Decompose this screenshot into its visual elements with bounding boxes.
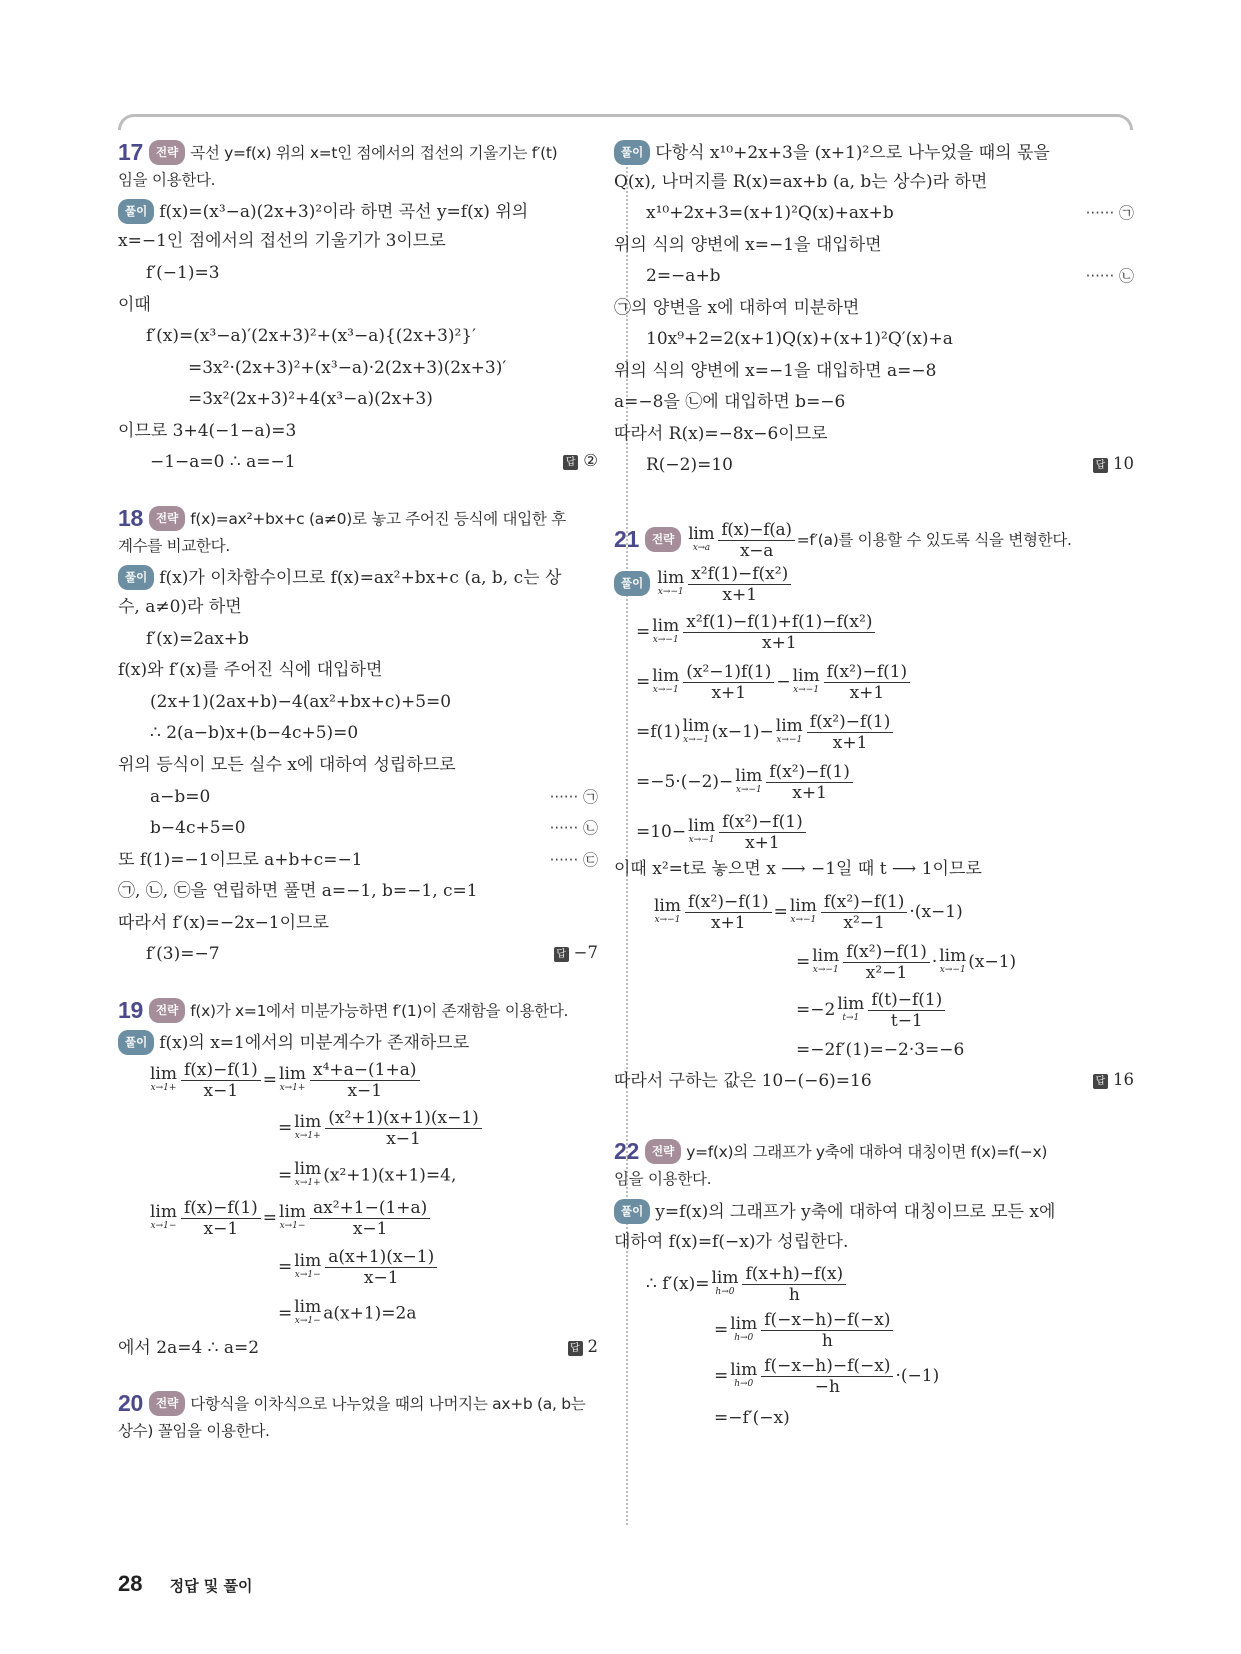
q19-conclusion: 에서 2a=4 ∴ a=2: [118, 1338, 260, 1358]
page-number: 28: [118, 1571, 143, 1596]
q20-strategy-line-1: 20 전략 다항식을 이차식으로 나누었을 때의 나머지는 ax+b (a, b는: [118, 1390, 586, 1416]
strategy-badge: 전략: [645, 1139, 681, 1164]
q20-line: a=−8을 ㉡에 대입하면 b=−6: [614, 392, 846, 412]
q17-strategy-line-1: 17 전략 곡선 y=f(x) 위의 x=t인 점에서의 접선의 기울기는 f′(t): [118, 139, 558, 165]
q20-answer: 답 10: [1093, 454, 1134, 473]
strategy-badge: 전략: [149, 1391, 185, 1416]
q21-step-2: = lim x→−1 $\frac{\text{(x²−1)f(1)}}{x+1}$ − lim x→−1 $\frac{\text{f(x²)−f(1)}}{x+1}$: [636, 662, 912, 703]
strategy-badge: 전략: [149, 140, 185, 165]
q22-deriv-1: = lim h→0 $\frac{f(-x-h)-f(-x)}{h}$: [714, 1310, 895, 1351]
q18-line: f′(x)=2ax+b: [146, 629, 249, 649]
q18-line: (2x+1)(2ax+b)−4(ax²+bx+c)+5=0: [150, 692, 452, 712]
q21-sub-step-3: =−2f′(1)=−2·3=−6: [796, 1040, 965, 1060]
answer-icon: 답: [568, 1341, 583, 1356]
q22-strategy-line-1: 22 전략 y=f(x)의 그래프가 y축에 대하여 대칭이면 f(x)=f(−x): [614, 1138, 1048, 1164]
q17-line: =3x²·(2x+3)²+(x³−a)·2(2x+3)(2x+3)′: [188, 358, 507, 378]
solution-badge: 풀이: [118, 565, 154, 590]
question-number: 20: [118, 1390, 143, 1416]
q20-line: 위의 식의 양변에 x=−1을 대입하면 a=−8: [614, 361, 937, 381]
q17-line: f′(−1)=3: [146, 263, 220, 283]
q21-sub-step-1: = lim x→−1 $\frac{\text{f(x²)−f(1)}}{\text{x²−1}}$ · lim x→−1 (x−1): [796, 942, 1017, 983]
q20-line: 따라서 R(x)=−8x−6이므로: [614, 424, 828, 444]
question-number: 22: [614, 1138, 639, 1164]
q18-line: 수, a≠0)라 하면: [118, 597, 242, 617]
column-divider: [626, 150, 628, 1525]
q17-line: f′(x)=(x³−a)′(2x+3)²+(x³−a){(2x+3)²}′: [146, 326, 477, 346]
q18-answer: 답 −7: [554, 943, 598, 962]
q20-line: Q(x), 나머지를 R(x)=ax+b (a, b는 상수)라 하면: [614, 172, 988, 192]
q19-right-limit-1: lim x→1+ $\frac{f(x)-f(1)}{x-1}$ = lim x→1+ $\frac{\text{x⁴+a−(1+a)}}{x-1}$: [148, 1060, 422, 1101]
q17-solution-line: 풀이 f(x)=(x³−a)(2x+3)²이라 하면 곡선 y=f(x) 위의: [118, 199, 528, 224]
q20-line: 위의 식의 양변에 x=−1을 대입하면: [614, 235, 882, 255]
q18-strategy-line-1: 18 전략 f(x)=ax²+bx+c (a≠0)로 놓고 주어진 등식에 대입한 후: [118, 505, 566, 531]
q20-strategy-line-2: 상수) 꼴임을 이용한다.: [118, 1422, 270, 1440]
strategy-badge: 전략: [149, 998, 185, 1023]
q18-line: ㉠, ㉡, ㉢을 연립하면 풀면 a=−1, b=−1, c=1: [118, 881, 478, 901]
q17-line: 이므로 3+4(−1−a)=3: [118, 421, 297, 441]
solution-badge: 풀이: [614, 140, 650, 165]
solution-badge: 풀이: [614, 571, 650, 596]
q21-conclusion: 따라서 구하는 값은 10−(−6)=16: [614, 1071, 872, 1091]
q18-line: f(x)와 f′(x)를 주어진 식에 대입하면: [118, 660, 383, 680]
q17-line: =3x²(2x+3)²+4(x³−a)(2x+3): [188, 389, 433, 409]
q21-step-4: =−5·(−2)− lim x→−1 $\frac{\text{f(x²)−f(1)}}{x+1}$: [636, 762, 855, 803]
q22-final: =−f′(−x): [714, 1408, 790, 1428]
strategy-badge: 전략: [149, 506, 185, 531]
q18-line: b−4c+5=0: [150, 818, 246, 838]
equation-tag: ······ ㉠: [549, 788, 598, 806]
q22-deriv-2: = lim h→0 $\frac{f(-x-h)-f(-x)}{-h}$ ·(−1): [714, 1356, 940, 1397]
q22-line: 대하여 f(x)=f(−x)가 성립한다.: [614, 1232, 849, 1252]
q21-strategy-line: 21 전략 lim x→a $\frac{f(x)-f(a)}{x-a}$ =f′(a)를 이용할 수 있도록 식을 변형한다.: [614, 520, 1072, 561]
q22-deriv-0: ∴ f′(x)= lim h→0 $\frac{f(x+h)-f(x)}{h}$: [646, 1264, 848, 1305]
solution-badge: 풀이: [118, 1030, 154, 1055]
equation-tag: ······ ㉡: [549, 819, 598, 837]
question-number: 21: [614, 526, 639, 552]
q21-answer: 답 16: [1093, 1070, 1134, 1089]
q20-line: x¹⁰+2x+3=(x+1)²Q(x)+ax+b: [646, 203, 894, 223]
answer-icon: 답: [554, 947, 569, 962]
q18-line: f′(3)=−7: [146, 944, 220, 964]
q20-solution-line: 풀이 다항식 x¹⁰+2x+3을 (x+1)²으로 나누었을 때의 몫을: [614, 140, 1050, 165]
q17-answer: 답 ②: [563, 451, 598, 470]
q18-line: 위의 등식이 모든 실수 x에 대하여 성립하므로: [118, 755, 456, 775]
q20-line: R(−2)=10: [646, 455, 734, 475]
q19-left-limit-3: = lim x→1− a(x+1)=2a: [278, 1297, 417, 1326]
equation-tag: ······ ㉠: [1085, 204, 1134, 222]
q21-substitution: 이때 x²=t로 놓으면 x ⟶ −1일 때 t ⟶ 1이므로: [614, 859, 982, 879]
q18-strategy-line-2: 계수를 비교한다.: [118, 537, 230, 555]
page-footer: [118, 1571, 252, 1597]
q17-line: 이때: [118, 295, 151, 315]
page-section-title: 정답 및 풀이: [169, 1577, 253, 1595]
q19-left-limit-2: = lim x→1− $\frac{a(x+1)(x-1)}{x-1}$: [278, 1247, 439, 1288]
q18-line: 또 f(1)=−1이므로 a+b+c=−1: [118, 850, 363, 870]
q18-solution-line: 풀이 f(x)가 이차함수이므로 f(x)=ax²+bx+c (a, b, c는 상: [118, 565, 561, 590]
q17-line: −1−a=0 ∴ a=−1: [150, 452, 296, 472]
q19-right-limit-3: = lim x→1+ (x²+1)(x+1)=4,: [278, 1159, 457, 1188]
question-number: 17: [118, 139, 143, 165]
q22-strategy-line-2: 임을 이용한다.: [614, 1170, 712, 1188]
q17-line: x=−1인 점에서의 접선의 기울기가 3이므로: [118, 231, 446, 251]
answer-icon: 답: [563, 455, 578, 470]
q19-solution-line: 풀이 f(x)의 x=1에서의 미분계수가 존재하므로: [118, 1030, 469, 1055]
q19-right-limit-2: = lim x→1+ $\frac{\text{(x²+1)(x+1)(x−1)}}{x-1}$: [278, 1108, 484, 1149]
equation-tag: ······ ㉡: [1085, 267, 1134, 285]
page-header-frame: [118, 114, 1133, 130]
q20-line: 10x⁹+2=2(x+1)Q(x)+(x+1)²Q′(x)+a: [646, 329, 953, 349]
q18-line: a−b=0: [150, 787, 211, 807]
strategy-badge: 전략: [645, 527, 681, 552]
question-number: 18: [118, 505, 143, 531]
q22-solution-line: 풀이 y=f(x)의 그래프가 y축에 대하여 대칭이므로 모든 x에: [614, 1199, 1055, 1224]
q19-left-limit-1: lim x→1− $\frac{f(x)-f(1)}{x-1}$ = lim x→1− $\frac{\text{ax²+1−(1+a)}}{x-1}$: [148, 1198, 432, 1239]
solution-badge: 풀이: [118, 199, 154, 224]
answer-icon: 답: [1093, 1074, 1108, 1089]
q19-strategy-line: 19 전략 f(x)가 x=1에서 미분가능하면 f′(1)이 존재함을 이용한다.: [118, 997, 569, 1023]
solution-badge: 풀이: [614, 1199, 650, 1224]
question-number: 19: [118, 997, 143, 1023]
q17-strategy-line-2: 임을 이용한다.: [118, 171, 216, 189]
q21-step-3: =f(1) lim x→−1 (x−1)− lim x→−1 $\frac{\text{f(x²)−f(1)}}{x+1}$: [636, 712, 895, 753]
q21-step-1: = lim x→−1 $\frac{\text{x²f(1)−f(1)+f(1)−f(x²)}}{x+1}$: [636, 612, 877, 653]
q21-step-5: =10− lim x→−1 $\frac{\text{f(x²)−f(1)}}{x+1}$: [636, 812, 808, 853]
answer-icon: 답: [1093, 458, 1108, 473]
q18-line: ∴ 2(a−b)x+(b−4c+5)=0: [150, 723, 359, 743]
q20-line: 2=−a+b: [646, 266, 721, 286]
q18-line: 따라서 f′(x)=−2x−1이므로: [118, 913, 329, 933]
q21-step-0: 풀이 lim x→−1 $\frac{\text{x²f(1)−f(x²)}}{x+1}$: [614, 564, 793, 605]
equation-tag: ······ ㉢: [549, 851, 598, 869]
q21-sub-step-0: lim x→−1 $\frac{\text{f(x²)−f(1)}}{x+1}$ = lim x→−1 $\frac{\text{f(x²)−f(1)}}{\text{x²−1}}$ ·(x−1): [654, 892, 963, 933]
q21-sub-step-2: =−2 lim t→1 $\frac{f(t)-f(1)}{t-1}$: [796, 990, 947, 1031]
q19-answer: 답 2: [568, 1337, 599, 1356]
q20-line: ㉠의 양변을 x에 대하여 미분하면: [614, 298, 860, 318]
